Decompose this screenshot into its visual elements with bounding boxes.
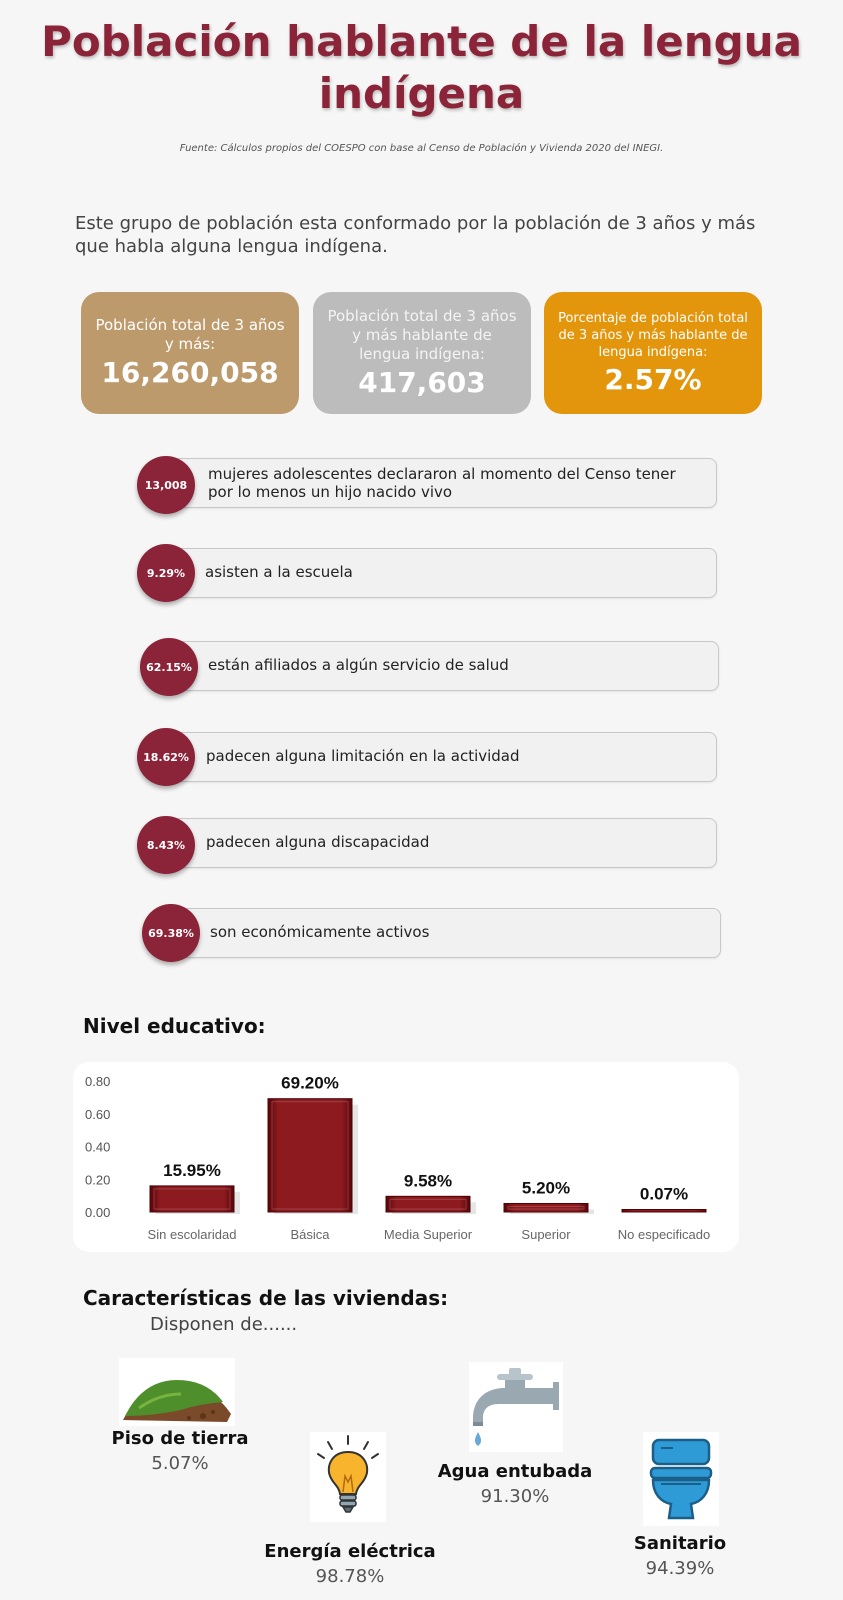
indicator-value-badge: 69.38% <box>142 904 200 962</box>
page-title: Población hablante de la lengua indígena <box>41 17 802 118</box>
intro-text: Este grupo de población esta conformado por la población de 3 años y más que habla alguna lengua indígena. <box>75 213 756 257</box>
housing-item-name: Energía eléctrica <box>264 1541 436 1562</box>
indicator-value-badge: 8.43% <box>137 816 195 874</box>
indicator-value-badge: 9.29% <box>137 544 195 602</box>
indicator-value-badge: 18.62% <box>137 728 195 786</box>
x-tick-label: Superior <box>521 1227 571 1242</box>
y-tick-label: 0.80 <box>85 1074 111 1089</box>
bar <box>504 1203 588 1212</box>
y-tick-label: 0.60 <box>85 1106 111 1122</box>
bar <box>386 1196 470 1212</box>
y-tick-label: 0.20 <box>85 1172 111 1188</box>
housing-item-value: 5.07% <box>151 1453 209 1474</box>
stat-card-value: 16,260,058 <box>101 356 279 389</box>
soil-icon <box>119 1358 235 1426</box>
bar <box>150 1186 234 1212</box>
stat-card-label: Población total de 3 años y más: <box>95 316 285 353</box>
education-bar-chart <box>73 1062 739 1252</box>
toilet-icon <box>643 1432 719 1526</box>
indicator-text: mujeres adolescentes declararon al momento del Censo tener por lo menos un hijo nacido vivo <box>208 465 676 501</box>
stat-card-indigenous-population <box>313 292 531 414</box>
x-tick-label: Sin escolaridad <box>147 1227 237 1242</box>
housing-item-value: 91.30% <box>480 1486 550 1507</box>
source-note: Fuente: Cálculos propios del COESPO con base al Censo de Población y Vivienda 2020 del INEGI. <box>179 143 664 154</box>
bar <box>622 1210 706 1213</box>
education-title: Nivel educativo: <box>83 1014 266 1038</box>
housing-item-name: Piso de tierra <box>111 1428 249 1449</box>
housing-item-value: 98.78% <box>315 1566 385 1587</box>
bar <box>268 1099 352 1212</box>
indicator-text: padecen alguna discapacidad <box>206 833 430 851</box>
housing-item-value: 94.39% <box>645 1558 715 1579</box>
bar-data-label: 9.58% <box>403 1171 453 1191</box>
indicator-value-badge: 13,008 <box>137 456 195 514</box>
stat-card-total-population <box>81 292 299 414</box>
x-tick-label: Media Superior <box>383 1227 473 1242</box>
indicator-text: padecen alguna limitación en la actividad <box>206 747 520 765</box>
stat-card-value: 417,603 <box>358 365 486 399</box>
bar-data-label: 0.07% <box>639 1184 689 1204</box>
housing-item-name: Sanitario <box>633 1533 727 1554</box>
faucet-icon <box>469 1362 563 1452</box>
x-tick-label: No especificado <box>617 1227 711 1242</box>
stat-card-label: Porcentaje de población total de 3 años y más hablante de lengua indígena: <box>558 310 748 360</box>
indicator-value-badge: 62.15% <box>140 638 198 696</box>
indicator-text: son económicamente activos <box>210 923 430 941</box>
housing-item-name: Agua entubada <box>437 1461 593 1482</box>
stat-card-label: Población total de 3 años y más hablante de lengua indígena: <box>327 306 517 363</box>
stat-card-indigenous-percentage <box>544 292 762 414</box>
education-chart-panel <box>73 1062 739 1252</box>
bar-data-label: 15.95% <box>163 1160 221 1180</box>
bar-data-label: 5.20% <box>521 1178 571 1198</box>
indicator-text: asisten a la escuela <box>205 563 353 581</box>
y-tick-label: 0.40 <box>85 1139 111 1155</box>
y-tick-label: 0.00 <box>85 1205 111 1220</box>
x-tick-label: Básica <box>290 1227 330 1242</box>
bar-data-label: 69.20% <box>281 1073 339 1093</box>
lightbulb-icon <box>310 1432 386 1522</box>
indicator-text: están afiliados a algún servicio de salud <box>208 656 509 674</box>
housing-subtitle: Disponen de...... <box>150 1314 298 1335</box>
housing-title: Características de las viviendas: <box>83 1286 449 1310</box>
stat-card-value: 2.57% <box>604 362 702 396</box>
